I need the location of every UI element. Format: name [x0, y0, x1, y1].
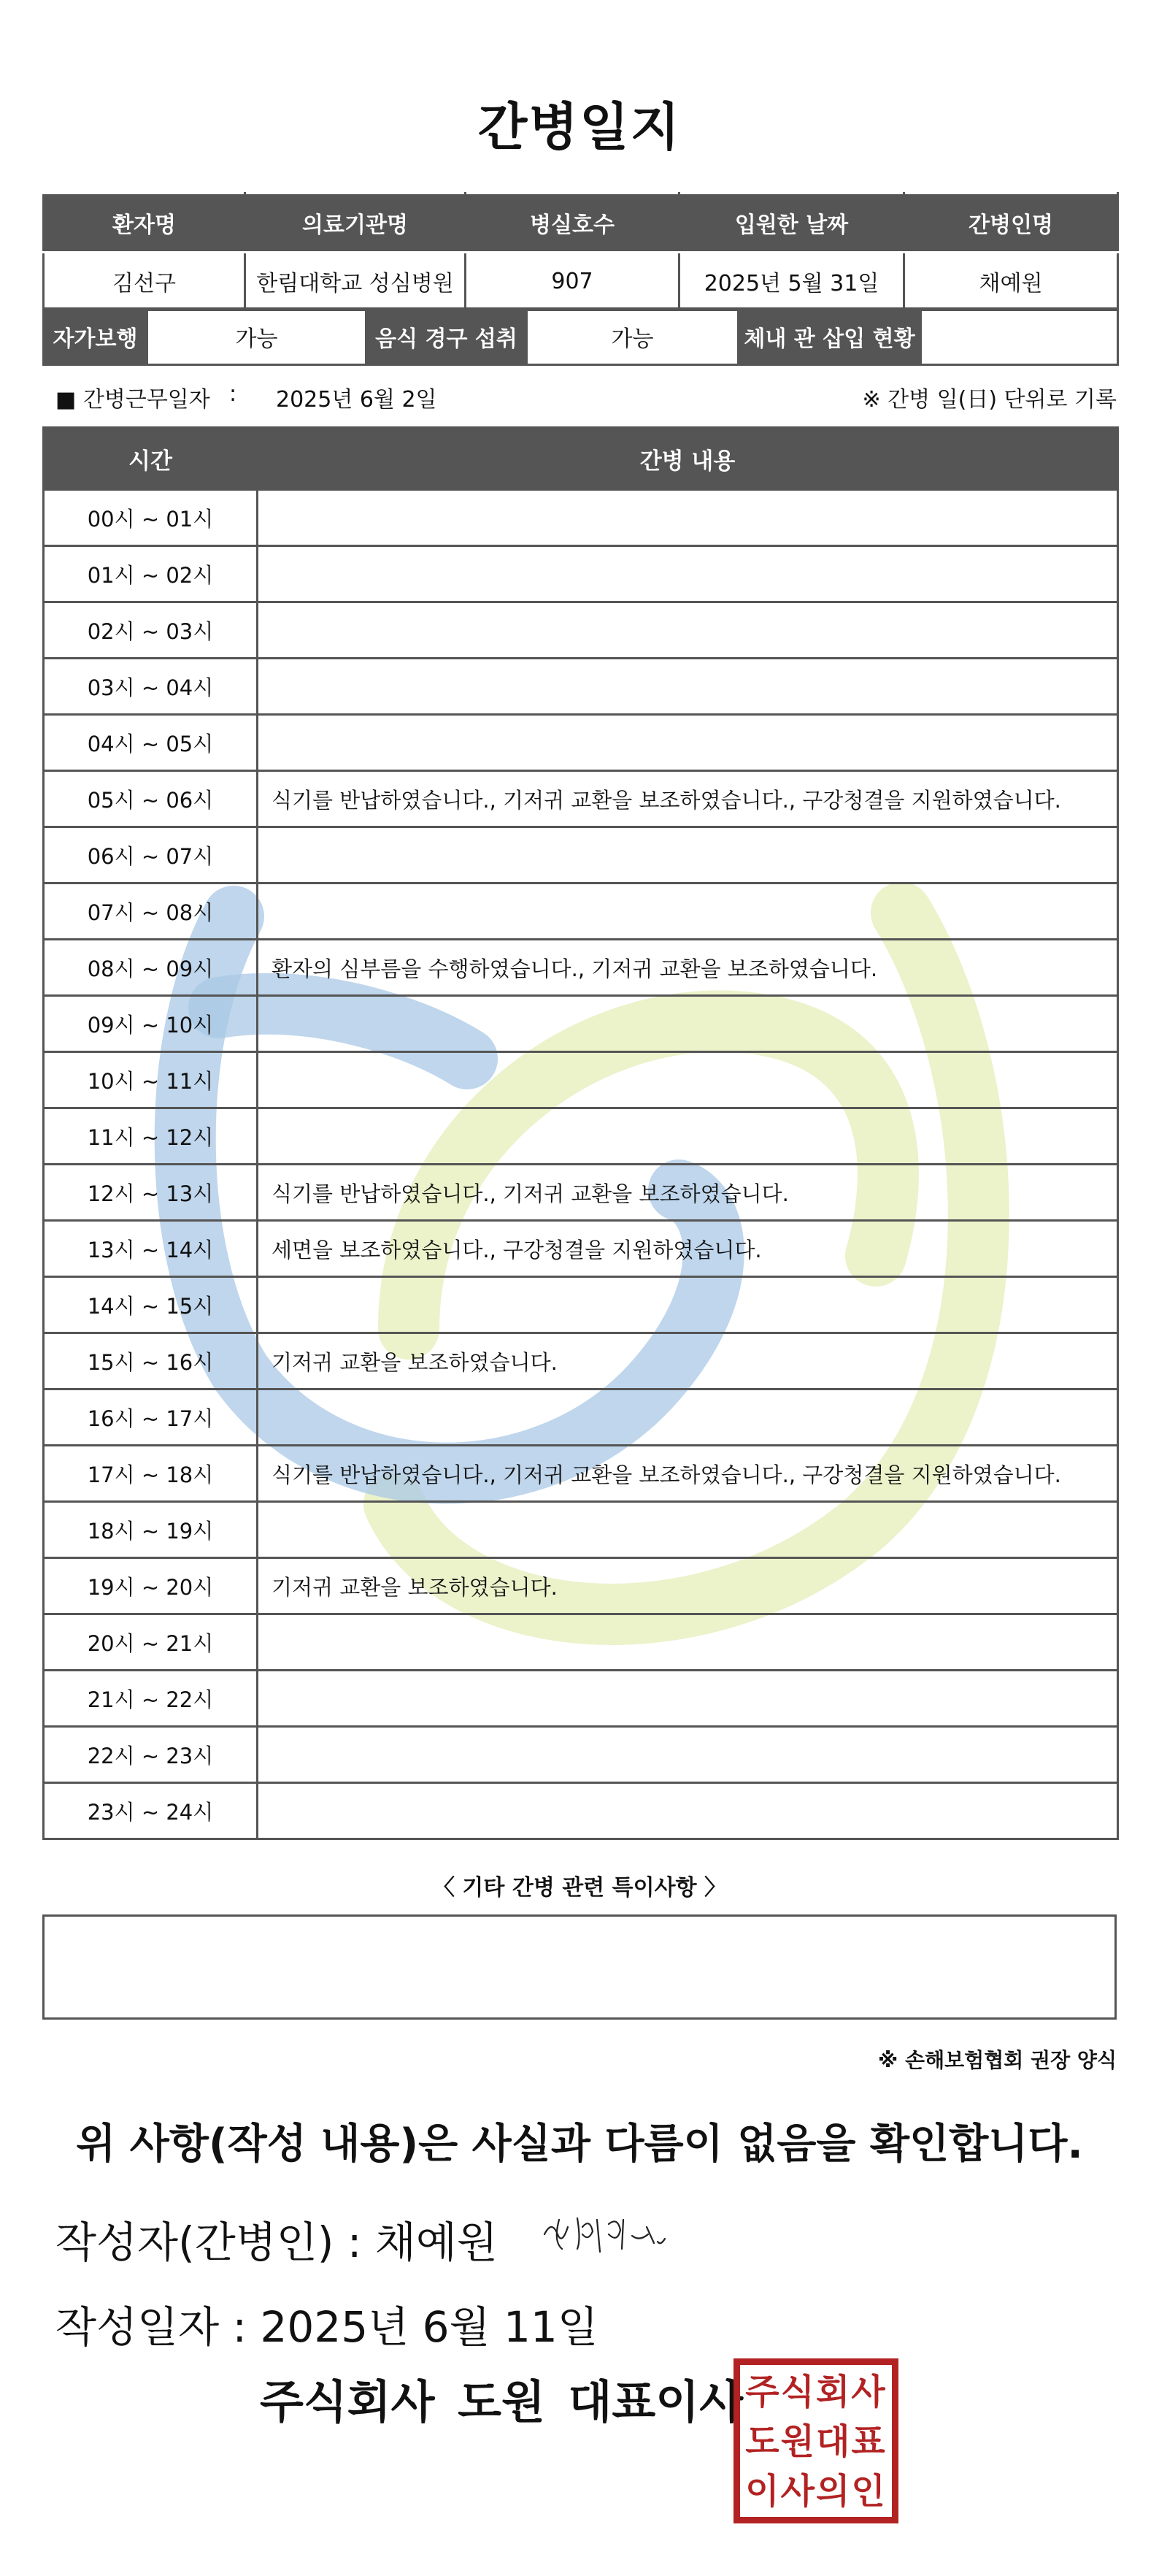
caregiver-name: 채예원 — [904, 253, 1118, 310]
care-log-time: 12시 ~ 13시 — [44, 1165, 258, 1221]
care-log-time: 09시 ~ 10시 — [44, 996, 258, 1052]
care-log-time: 20시 ~ 21시 — [44, 1614, 258, 1671]
author-label: 작성자(간병인) : — [55, 2217, 362, 2267]
care-log-content — [258, 1614, 1118, 1671]
seal-line-1: 주식회사 — [745, 2372, 887, 2412]
care-log-time: 16시 ~ 17시 — [44, 1389, 258, 1446]
care-log-content — [258, 996, 1118, 1052]
care-log-content — [258, 1108, 1118, 1165]
care-log-content — [258, 715, 1118, 771]
care-log-content — [258, 883, 1118, 940]
care-log-content: 기저귀 교환을 보조하였습니다. — [258, 1558, 1118, 1614]
tube-label: 체내 관 삽입 현황 — [739, 309, 921, 365]
written-date-label: 작성일자 : — [55, 2302, 247, 2352]
care-log-time: 14시 ~ 15시 — [44, 1277, 258, 1333]
care-log-content — [258, 1277, 1118, 1333]
self-pay-label: 자가보행 — [44, 309, 147, 365]
self-pay-value: 가능 — [147, 309, 366, 365]
care-log-row — [44, 883, 1118, 940]
care-log-row — [44, 1614, 1118, 1671]
care-log-row — [44, 827, 1118, 883]
patient-info-header-row — [44, 193, 1118, 253]
header-caregiver-name: 간병인명 — [904, 193, 1118, 253]
seal-line-3: 이사의인 — [745, 2471, 887, 2512]
author-signature — [537, 2205, 683, 2263]
remarks-title: 〈 기타 간병 관련 특이사항 〉 — [432, 1875, 727, 1901]
care-log-content — [258, 1727, 1118, 1783]
care-log-time: 11시 ~ 12시 — [44, 1108, 258, 1165]
company-seal — [733, 2358, 898, 2523]
care-log-time: 05시 ~ 06시 — [44, 771, 258, 827]
care-log-row — [44, 715, 1118, 771]
care-log-time: 13시 ~ 14시 — [44, 1221, 258, 1277]
care-log-time: 02시 ~ 03시 — [44, 602, 258, 659]
care-log-row — [44, 940, 1118, 996]
care-log-row — [44, 602, 1118, 659]
care-log-body — [44, 490, 1118, 1839]
care-log-row — [44, 771, 1118, 827]
care-log-time: 01시 ~ 02시 — [44, 546, 258, 602]
care-log-row — [44, 1783, 1118, 1839]
care-log-content: 식기를 반납하였습니다., 기저귀 교환을 보조하였습니다. — [258, 1165, 1118, 1221]
care-log-time: 10시 ~ 11시 — [44, 1052, 258, 1108]
care-log-content: 세면을 보조하였습니다., 구강청결을 지원하였습니다. — [258, 1221, 1118, 1277]
patient-info-table — [42, 192, 1119, 311]
care-log-table — [42, 426, 1119, 1840]
care-log-content — [258, 1783, 1118, 1839]
care-log-time: 15시 ~ 16시 — [44, 1333, 258, 1389]
hospital-name: 한림대학교 성심병원 — [245, 253, 466, 310]
care-log-row — [44, 1727, 1118, 1783]
written-date-value: 2025년 6월 11일 — [260, 2302, 598, 2352]
care-log-row — [44, 1333, 1118, 1389]
care-log-time: 07시 ~ 08시 — [44, 883, 258, 940]
care-log-content — [258, 1671, 1118, 1727]
care-log-row — [44, 1389, 1118, 1446]
header-hospital-name: 의료기관명 — [245, 193, 466, 253]
care-log-content: 기저귀 교환을 보조하였습니다. — [258, 1333, 1118, 1389]
care-log-content: 식기를 반납하였습니다., 기저귀 교환을 보조하였습니다., 구강청결을 지원하였습니다. — [258, 771, 1118, 827]
oral-intake-label: 음식 경구 섭취 — [366, 309, 527, 365]
header-room-number: 병실호수 — [466, 193, 679, 253]
care-log-time: 17시 ~ 18시 — [44, 1446, 258, 1502]
care-log-time: 08시 ~ 09시 — [44, 940, 258, 996]
care-log-content — [258, 1389, 1118, 1446]
seal-line-2: 도원대표 — [745, 2421, 887, 2462]
patient-status-table — [42, 307, 1119, 366]
care-log-row — [44, 1671, 1118, 1727]
patient-status-row — [44, 309, 1118, 365]
care-log-row — [44, 1108, 1118, 1165]
oral-intake-value: 가능 — [527, 309, 739, 365]
seal-text — [740, 2367, 892, 2516]
author-line — [55, 2208, 498, 2269]
care-log-row — [44, 1165, 1118, 1221]
care-log-content — [258, 827, 1118, 883]
care-log-time: 21시 ~ 22시 — [44, 1671, 258, 1727]
care-log-row — [44, 1221, 1118, 1277]
work-date-line — [55, 381, 1117, 413]
recommend-note: ※ 손해보험협회 권장 양식 — [878, 2048, 1117, 2072]
care-log-time: 04시 ~ 05시 — [44, 715, 258, 771]
care-log-row — [44, 546, 1118, 602]
care-log-content — [258, 546, 1118, 602]
care-log-row — [44, 659, 1118, 715]
header-patient-name: 환자명 — [44, 193, 245, 253]
care-log-time: 06시 ~ 07시 — [44, 827, 258, 883]
admission-date: 2025년 5월 31일 — [679, 253, 904, 310]
header-admission-date: 입원한 날짜 — [679, 193, 904, 253]
author-name: 채예원 — [374, 2217, 498, 2267]
patient-info-value-row — [44, 253, 1118, 310]
header-care-content: 간병 내용 — [258, 428, 1118, 490]
care-log-row — [44, 1558, 1118, 1614]
work-date-value: 2025년 6월 2일 — [276, 387, 437, 413]
header-time: 시간 — [44, 428, 258, 490]
care-log-time: 00시 ~ 01시 — [44, 490, 258, 546]
tube-value — [921, 309, 1118, 365]
care-log-row — [44, 1502, 1118, 1558]
care-log-row — [44, 1277, 1118, 1333]
care-log-row — [44, 1052, 1118, 1108]
care-log-time: 18시 ~ 19시 — [44, 1502, 258, 1558]
written-date-line — [55, 2293, 598, 2354]
document-title: 간병일지 — [477, 97, 682, 157]
care-log-content: 환자의 심부름을 수행하였습니다., 기저귀 교환을 보조하였습니다. — [258, 940, 1118, 996]
care-log-row — [44, 1446, 1118, 1502]
care-log-content — [258, 1502, 1118, 1558]
care-log-time: 22시 ~ 23시 — [44, 1727, 258, 1783]
care-log-content — [258, 602, 1118, 659]
patient-name: 김선구 — [44, 253, 245, 310]
care-log-content — [258, 659, 1118, 715]
remarks-box — [42, 1914, 1117, 2020]
work-date-colon: : — [229, 381, 237, 407]
care-log-header-row — [44, 428, 1118, 490]
daily-record-note: ※ 간병 일(日) 단위로 기록 — [862, 387, 1117, 413]
care-log-content: 식기를 반납하였습니다., 기저귀 교환을 보조하였습니다., 구강청결을 지원하였습니다. — [258, 1446, 1118, 1502]
care-log-row — [44, 490, 1118, 546]
care-log-time: 23시 ~ 24시 — [44, 1783, 258, 1839]
care-log-time: 19시 ~ 20시 — [44, 1558, 258, 1614]
room-number: 907 — [466, 253, 679, 310]
confirmation-statement: 위 사항(작성 내용)은 사실과 다름이 없음을 확인합니다. — [76, 2120, 1083, 2168]
care-log-content — [258, 490, 1118, 546]
care-log-row — [44, 996, 1118, 1052]
company-name-line: 주식회사 도원 대표이사 — [260, 2375, 744, 2429]
care-log-time: 03시 ~ 04시 — [44, 659, 258, 715]
work-date-label: ■ 간병근무일자 — [55, 387, 210, 413]
care-log-content — [258, 1052, 1118, 1108]
